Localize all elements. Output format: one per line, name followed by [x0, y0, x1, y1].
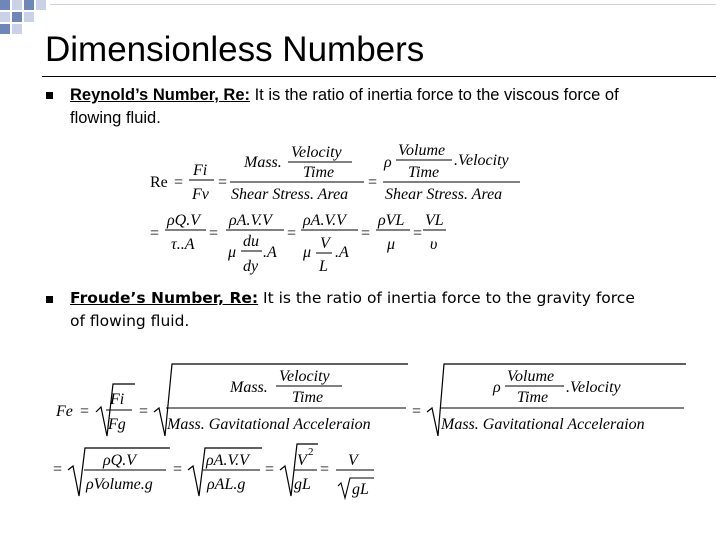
reynolds-description-cont: flowing fluid.: [70, 109, 161, 127]
fe-lhs: Fe: [56, 403, 73, 420]
svg-text:=: =: [265, 461, 275, 478]
svg-text:=: =: [80, 403, 90, 420]
fe-r2-den2: ρAL.g: [207, 476, 246, 493]
froude-description-cont: of flowing fluid.: [70, 312, 190, 330]
svg-text:=: =: [218, 174, 228, 191]
re-rho: ρ: [384, 154, 392, 171]
fe-r2-num3: V: [297, 452, 307, 469]
fe-r2-num1: ρQ.V: [103, 452, 137, 469]
svg-text:=: =: [150, 225, 160, 242]
froude-description: It is the ratio of inertia force to the gravity force: [258, 289, 635, 307]
re-fi: Fi: [193, 162, 208, 179]
re-fv: Fv: [192, 186, 209, 203]
fe-r2-sup: 2: [308, 446, 314, 458]
re-r2-den4: μ: [387, 236, 396, 253]
re-r2-du: du: [243, 233, 259, 250]
froude-heading: Froude’s Number, Re:: [70, 289, 259, 307]
re-r2-den5: υ: [430, 236, 438, 253]
re-velocity2: .Velocity: [454, 152, 509, 169]
fe-mass-grav: Mass. Gavitational Acceleraion: [167, 416, 371, 433]
fe-volume: Volume: [507, 368, 555, 385]
svg-text:=: =: [413, 225, 423, 242]
re-velocity: Velocity: [291, 144, 342, 161]
fe-mass: Mass.: [230, 379, 268, 396]
re-mass: Mass.: [244, 154, 282, 171]
re-r2-num5: VL: [425, 212, 444, 229]
fe-velocity: Velocity: [279, 368, 330, 385]
fe-r2-den1: ρVolume.g: [86, 476, 153, 493]
re-r2-v: V: [320, 235, 330, 252]
fe-time2: Time: [517, 389, 549, 406]
re-r2-mu: μ: [228, 244, 237, 261]
re-time: Time: [303, 164, 335, 181]
fe-velocity2: .Velocity: [566, 379, 621, 396]
re-r2-mu2: μ: [303, 244, 312, 261]
slide-title: Dimensionless Numbers: [45, 30, 425, 69]
fe-r2-den3: gL: [294, 476, 311, 493]
svg-text:=: =: [412, 403, 422, 420]
fe-r2-num2: ρA.V.V: [206, 452, 249, 469]
re-r2-num3: ρA.V.V: [303, 212, 346, 229]
re-shear-area2: Shear Stress. Area: [385, 186, 503, 203]
fe-rho: ρ: [493, 379, 501, 396]
svg-text:=: =: [361, 225, 371, 242]
fe-fi: Fi: [110, 391, 125, 408]
fe-r2-num4: V: [348, 452, 358, 469]
fe-mass-grav2: Mass. Gavitational Acceleraion: [441, 416, 645, 433]
re-shear-area: Shear Stress. Area: [231, 186, 349, 203]
re-r2-l: L: [319, 258, 328, 275]
re-r2-a2: .A: [335, 244, 349, 261]
fe-r2-den4: gL: [352, 481, 369, 498]
re-r2-num4: ρVL: [378, 212, 405, 229]
svg-text:=: =: [173, 461, 183, 478]
svg-text:=: =: [53, 461, 63, 478]
re-r2-den1: τ..A: [171, 236, 195, 253]
re-r2-num2: ρA.V.V: [229, 212, 272, 229]
svg-text:=: =: [209, 225, 219, 242]
svg-text:=: =: [368, 174, 378, 191]
svg-text:=: =: [287, 225, 297, 242]
re-r2-num1: ρQ.V: [167, 212, 201, 229]
re-r2-a: .A: [263, 244, 277, 261]
svg-text:=: =: [320, 461, 330, 478]
fe-time: Time: [292, 389, 324, 406]
re-r2-dy: dy: [243, 258, 259, 275]
re-lhs: Re: [150, 174, 168, 191]
re-volume: Volume: [398, 142, 446, 159]
fe-fg: Fg: [108, 416, 126, 433]
reynolds-heading: Reynold’s Number, Re:: [70, 86, 251, 104]
svg-text:=: =: [139, 403, 149, 420]
svg-text:=: =: [174, 174, 184, 191]
re-time2: Time: [408, 164, 440, 181]
reynolds-description: It is the ratio of inertia force to the viscous force of: [250, 86, 619, 104]
